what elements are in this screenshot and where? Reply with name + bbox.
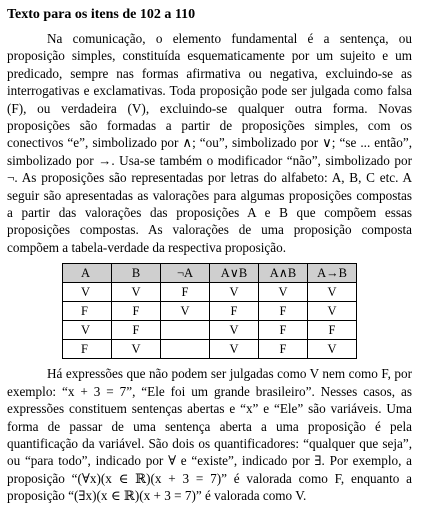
section-title: Texto para os itens de 102 a 110 bbox=[7, 7, 196, 22]
table-cell: V bbox=[308, 302, 357, 321]
table-cell: F bbox=[112, 321, 161, 340]
table-cell bbox=[161, 321, 210, 340]
truth-table bbox=[62, 263, 357, 359]
table-cell: V bbox=[210, 340, 259, 359]
table-cell: F bbox=[259, 302, 308, 321]
table-cell: F bbox=[63, 340, 112, 359]
table-cell: V bbox=[112, 283, 161, 302]
table-cell: F bbox=[112, 302, 161, 321]
table-cell: V bbox=[63, 283, 112, 302]
table-cell: V bbox=[259, 283, 308, 302]
header-cell: B bbox=[112, 264, 161, 283]
table-cell: F bbox=[161, 283, 210, 302]
table-cell: F bbox=[308, 321, 357, 340]
header-cell: ¬A bbox=[161, 264, 210, 283]
table-cell: V bbox=[210, 283, 259, 302]
table-row bbox=[63, 283, 357, 302]
table-cell: F bbox=[259, 340, 308, 359]
table-cell: V bbox=[210, 321, 259, 340]
header-cell: A∨B bbox=[210, 264, 259, 283]
table-cell: V bbox=[308, 340, 357, 359]
table-cell: V bbox=[63, 321, 112, 340]
header-cell: A bbox=[63, 264, 112, 283]
table-row bbox=[63, 302, 357, 321]
table-cell: F bbox=[259, 321, 308, 340]
truth-table-header-row bbox=[63, 264, 357, 283]
intro-paragraph: Na comunicação, o elemento fundamental é a sentença, ou proposição simples, constituída esquematicamente por um sujeito e um predicado, sempre nas formas afirmativa ou negativa, excluindo-se as interrogativas e exclamativas. Toda proposição pode ser julgada como falsa (F), ou verdadeira (V), excluindo-se qualquer outra forma. Novas proposições são formadas a partir de proposições simples, com os conectivos “e”, simbolizado por ∧; “ou”, simbolizado por ∨; “se ... então”, simbolizado por →. Usa-se também o modificador “não”, simbolizado por ¬. As proposições são representadas por letras do alfabeto: A, B, C etc. A seguir são apresentadas as valorações para algumas proposições compostas a partir das valorações das proposições A e B que compõem essas proposições compostas. As valorações de uma proposição composta compõem a tabela-verdade da respectiva proposição. bbox=[7, 31, 412, 255]
table-cell: F bbox=[210, 302, 259, 321]
table-row bbox=[63, 321, 357, 340]
table-cell: V bbox=[308, 283, 357, 302]
table-cell bbox=[161, 340, 210, 359]
table-cell: V bbox=[112, 340, 161, 359]
header-cell: A∧B bbox=[259, 264, 308, 283]
table-cell: V bbox=[161, 302, 210, 321]
table-row bbox=[63, 340, 357, 359]
table-cell: F bbox=[63, 302, 112, 321]
header-cell: A→B bbox=[308, 264, 357, 283]
quantifier-paragraph: Há expressões que não podem ser julgadas como V nem como F, por exemplo: “x + 3 = 7”, “Ele foi um grande brasileiro”. Nesses casos, as expressões constituem sentenças abertas e “x” e “Ele” são variáveis. Uma forma de passar de uma sentença aberta a uma proposição é pela quantificação da variável. São dois os quantificadores: “qualquer que seja”, ou “para todo”, indicado por ∀ e “existe”, indicado por ∃. Por exemplo, a proposição “(∀x)(x ∈ ℝ)(x + 3 = 7)” é valorada como F, enquanto a proposição “(∃x)(x ∈ ℝ)(x + 3 = 7)” é valorada como V. bbox=[7, 366, 412, 504]
